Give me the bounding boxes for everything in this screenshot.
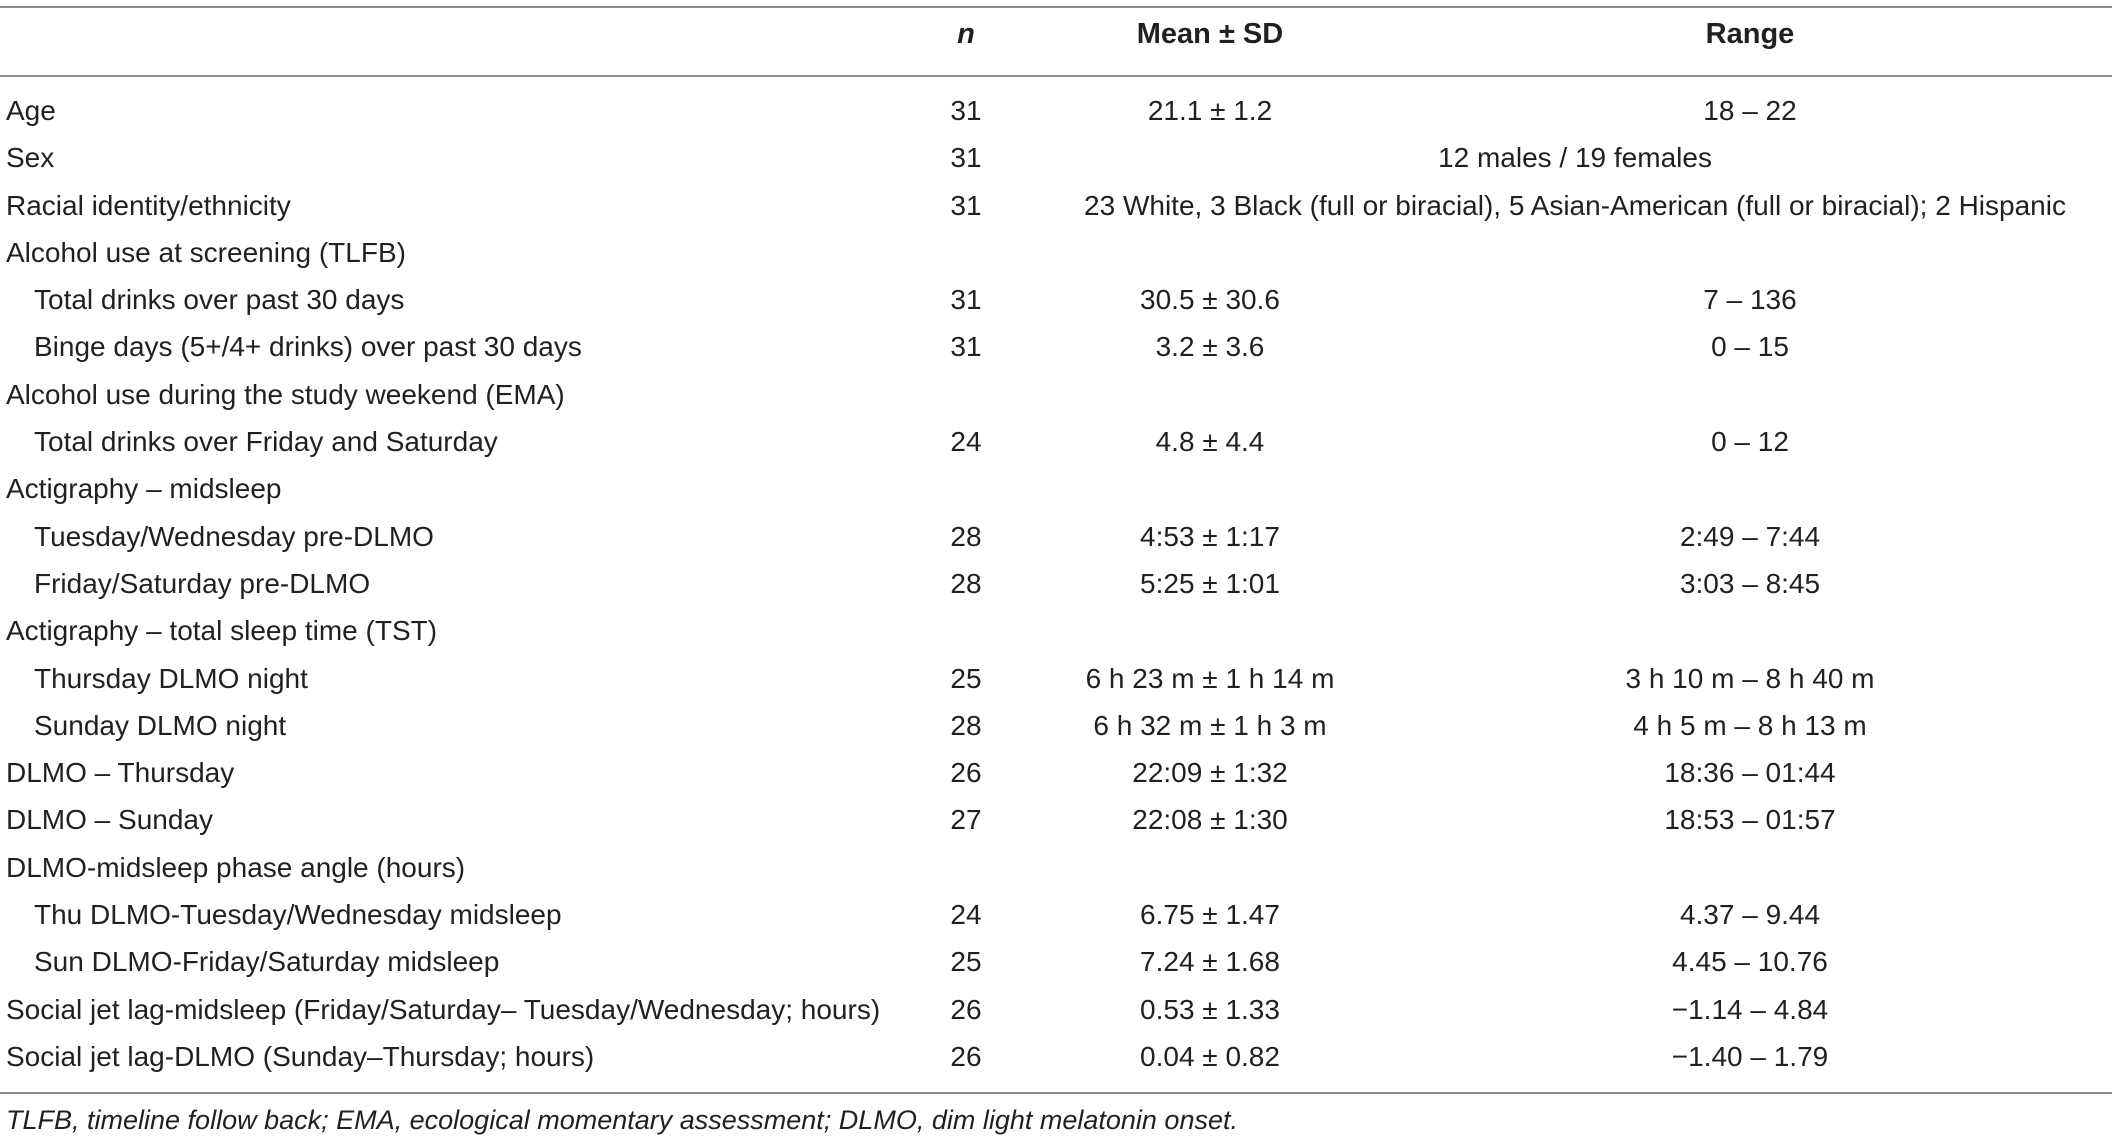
row-label: DLMO – Thursday: [6, 757, 235, 789]
row-mean-sd: 0.53 ± 1.33: [1140, 993, 1280, 1025]
row-range: 4.37 – 9.44: [1679, 899, 1821, 931]
row-n: 26: [950, 993, 982, 1025]
row-mean-sd: 6.75 ± 1.47: [1140, 899, 1280, 931]
row-mean-sd: 22:08 ± 1:30: [1132, 804, 1288, 836]
table-row: [0, 134, 2112, 181]
row-label: Sun DLMO-Friday/Saturday midsleep: [34, 946, 500, 978]
row-range: 18:36 – 01:44: [1664, 757, 1836, 789]
row-n: 27: [950, 804, 982, 836]
table-row: [0, 702, 2112, 749]
row-range: 0 – 12: [1711, 426, 1789, 458]
table-row: [0, 560, 2112, 607]
header-mean-sd: Mean ± SD: [1136, 18, 1284, 50]
row-range: 4 h 5 m – 8 h 13 m: [1633, 709, 1867, 741]
row-n: 28: [950, 567, 982, 599]
row-mean-sd: 6 h 32 m ± 1 h 3 m: [1093, 709, 1327, 741]
row-range: 0 – 15: [1711, 331, 1789, 363]
table-header-row: [0, 18, 2112, 66]
row-n: 31: [950, 284, 982, 316]
row-n: 25: [950, 662, 982, 694]
row-mean-sd: 22:09 ± 1:32: [1132, 757, 1288, 789]
row-mean-sd: 4.8 ± 4.4: [1155, 426, 1265, 458]
row-range: 2:49 – 7:44: [1679, 520, 1821, 552]
table-row: [0, 796, 2112, 843]
row-label: Total drinks over Friday and Saturday: [34, 426, 498, 458]
row-mean-sd: 30.5 ± 30.6: [1140, 284, 1280, 316]
row-label: Binge days (5+/4+ drinks) over past 30 days: [34, 331, 582, 363]
row-range: −1.40 – 1.79: [1671, 1040, 1829, 1072]
table-row: [0, 276, 2112, 323]
table-body: [0, 87, 2112, 1080]
header-range: Range: [1705, 18, 1795, 50]
row-label: Social jet lag-midsleep (Friday/Saturday– Tuesday/Wednesday; hours): [6, 993, 881, 1025]
row-mean-sd: 21.1 ± 1.2: [1147, 95, 1273, 126]
row-label: Tuesday/Wednesday pre-DLMO: [34, 520, 434, 552]
table-row: [0, 891, 2112, 938]
row-label: DLMO – Sunday: [6, 804, 213, 836]
row-range: 18 – 22: [1703, 95, 1797, 126]
row-range: 3:03 – 8:45: [1679, 567, 1821, 599]
row-label: Thu DLMO-Tuesday/Wednesday midsleep: [34, 899, 562, 931]
table-row: [0, 655, 2112, 702]
row-label: Sex: [6, 142, 55, 174]
row-mean-sd: 3.2 ± 3.6: [1155, 331, 1265, 363]
row-label: Sunday DLMO night: [34, 709, 287, 741]
row-n: 31: [950, 95, 982, 126]
table-section-row: [0, 229, 2112, 276]
row-label: Age: [6, 95, 56, 126]
row-n: 28: [950, 709, 982, 741]
row-n: 24: [950, 426, 982, 458]
table-section-row: [0, 844, 2112, 891]
header-n: n: [957, 18, 975, 50]
table-header-rule: [0, 75, 2112, 77]
row-n: 31: [950, 331, 982, 363]
table-row: [0, 513, 2112, 560]
section-label: DLMO-midsleep phase angle (hours): [6, 851, 466, 883]
table-row: [0, 182, 2112, 229]
row-label: Social jet lag-DLMO (Sunday–Thursday; hours): [6, 1040, 595, 1072]
row-merged-value: 23 White, 3 Black (full or biracial), 5 Asian-American (full or biracial); 2 Hispanic: [1084, 189, 2066, 221]
table-row: [0, 749, 2112, 796]
row-label: Total drinks over past 30 days: [34, 284, 405, 316]
row-n: 26: [950, 757, 982, 789]
table-row: [0, 1033, 2112, 1080]
row-mean-sd: 4:53 ± 1:17: [1140, 520, 1280, 552]
row-range: 18:53 – 01:57: [1664, 804, 1836, 836]
row-range: 3 h 10 m – 8 h 40 m: [1625, 662, 1875, 694]
table-row: [0, 418, 2112, 465]
table-top-rule: [0, 6, 2112, 8]
row-n: 31: [950, 142, 982, 174]
table-section-row: [0, 465, 2112, 512]
table-footnote: TLFB, timeline follow back; EMA, ecological momentary assessment; DLMO, dim light melatonin onset.: [6, 1105, 1238, 1135]
section-label: Alcohol use at screening (TLFB): [6, 236, 406, 268]
row-range: −1.14 – 4.84: [1671, 993, 1829, 1025]
row-range: 7 – 136: [1703, 284, 1797, 316]
table-row: [0, 87, 2112, 134]
row-range: 4.45 – 10.76: [1672, 946, 1828, 978]
row-mean-sd: 7.24 ± 1.68: [1140, 946, 1280, 978]
table-section-row: [0, 607, 2112, 654]
table-section-row: [0, 371, 2112, 418]
table-row: [0, 986, 2112, 1033]
row-n: 26: [950, 1040, 982, 1072]
row-mean-sd: 5:25 ± 1:01: [1140, 567, 1280, 599]
section-label: Alcohol use during the study weekend (EMA): [6, 378, 565, 410]
row-label: Thursday DLMO night: [34, 662, 308, 694]
row-mean-sd: 6 h 23 m ± 1 h 14 m: [1085, 662, 1335, 694]
section-label: Actigraphy – total sleep time (TST): [6, 615, 438, 647]
row-mean-sd: 0.04 ± 0.82: [1140, 1040, 1280, 1072]
row-merged-value: 12 males / 19 females: [1438, 142, 1712, 174]
row-n: 28: [950, 520, 982, 552]
row-n: 31: [950, 189, 982, 221]
row-n: 25: [950, 946, 982, 978]
table-bottom-rule: [0, 1092, 2112, 1094]
section-label: Actigraphy – midsleep: [6, 473, 282, 505]
row-label: Racial identity/ethnicity: [6, 189, 291, 221]
row-label: Friday/Saturday pre-DLMO: [34, 567, 371, 599]
table-row: [0, 323, 2112, 370]
table-row: [0, 938, 2112, 985]
row-n: 24: [950, 899, 982, 931]
